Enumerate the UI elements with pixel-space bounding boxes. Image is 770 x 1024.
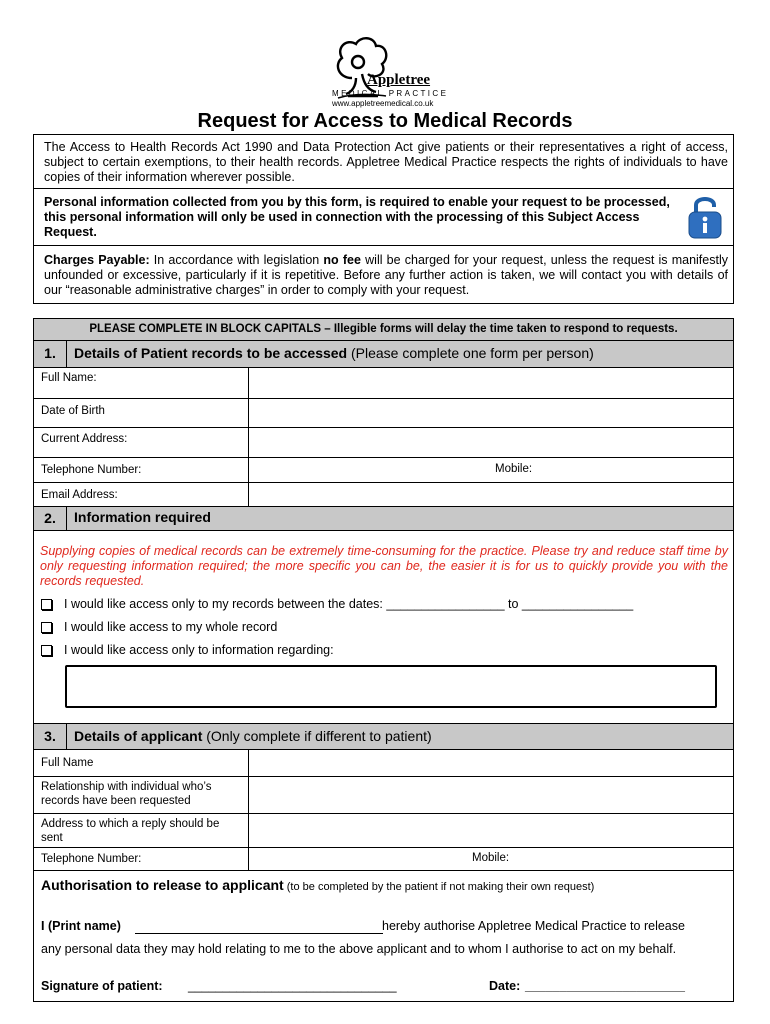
page-title: Request for Access to Medical Records (197, 110, 573, 132)
telephone-input[interactable] (249, 458, 733, 482)
charges-box (33, 246, 734, 304)
section2-header (33, 507, 734, 531)
applicant-name-label: Full Name (41, 757, 94, 769)
option-specific-info[interactable]: I would like access only to information regarding: (41, 643, 334, 657)
relationship-row (33, 777, 734, 814)
applicant-mobile-label: Mobile: (472, 852, 510, 864)
section2-warning: Supplying copies of medical records can be extremely time-consuming for the practice. Please try and reduce staff time by only requesting information required; the more specific you can be, the easier it is for us to quickly provide you with the records requested. (40, 544, 728, 588)
signature-label: Signature of patient: (41, 979, 163, 993)
charges-text: Charges Payable: In accordance with legislation no fee will be charged for your request, unless the request is manifestly unfounded or excessive, particularly if it is repetitive. Before any further action is taken, we will contact you with details of our “reasonable administrative charges” in order to comply with your request. (44, 253, 728, 297)
print-name-label: I (Print name) (41, 919, 121, 933)
no-fee: no fee (323, 253, 361, 267)
applicant-telephone-input[interactable] (249, 848, 733, 870)
section3-title: Details of applicant (Only complete if different to patient) (74, 728, 432, 744)
section1-number: 1. (34, 341, 67, 367)
reply-address-row (33, 814, 734, 848)
dob-row (33, 399, 734, 428)
charges-label: Charges Payable: (44, 253, 150, 267)
authorisation-title: Authorisation to release to applicant (to be completed by the patient if not making their own request) (41, 877, 595, 893)
dob-input[interactable] (249, 399, 733, 427)
reply-address-label: Address to which a reply should be sent (41, 818, 220, 844)
option-date-range[interactable]: I would like access only to my records between the dates: _________________ to ________________ (41, 597, 633, 611)
option-whole-record[interactable]: I would like access to my whole record (41, 620, 277, 634)
section3-header (33, 724, 734, 750)
checkbox[interactable] (41, 599, 52, 610)
email-input[interactable] (249, 483, 733, 506)
section1-header (33, 341, 734, 368)
email-label: Email Address: (41, 489, 118, 501)
full-name-row (33, 368, 734, 399)
section2-body (33, 531, 734, 724)
authorise-text: hereby authorise Appletree Medical Practice to release (382, 919, 685, 933)
email-row (33, 483, 734, 507)
section1-title: Details of Patient records to be accessed (Please complete one form per person) (74, 345, 594, 361)
telephone-label: Telephone Number: (41, 464, 142, 476)
applicant-name-row (33, 750, 734, 777)
privacy-notice: Personal information collected from you by this form, is required to enable your request to be processed, this personal information will only be used in connection with the processing of this Subject Access Request. (44, 195, 670, 239)
signature-input[interactable]: ______________________________ (188, 979, 397, 993)
full-name-label: Full Name: (41, 372, 97, 384)
applicant-telephone-row (33, 848, 734, 871)
logo-url: www.appletreemedical.co.uk (332, 99, 434, 108)
unlock-icon (686, 193, 724, 241)
consent-text: any personal data they may hold relating to me to the above applicant and to whom I authorise to act on my behalf. (41, 942, 677, 956)
relationship-label: Relationship with individual who’s records have been requested (41, 781, 212, 807)
date-input[interactable]: _______________________ (525, 979, 685, 993)
block-capitals-notice: PLEASE COMPLETE IN BLOCK CAPITALS – Illegible forms will delay the time taken to respond to requests. (89, 323, 678, 335)
logo-name: Appletree (367, 72, 431, 88)
telephone-row (33, 458, 734, 483)
relationship-input[interactable] (249, 777, 733, 813)
address-input[interactable] (249, 428, 733, 457)
mobile-label: Mobile: (495, 463, 533, 475)
applicant-name-input[interactable] (249, 750, 733, 776)
address-row (33, 428, 734, 458)
section2-title: Information required (74, 509, 211, 525)
applicant-telephone-label: Telephone Number: (41, 853, 142, 865)
block-capitals-banner (33, 318, 734, 341)
logo-subtitle: MEDICAL PRACTICE (332, 89, 449, 98)
checkbox[interactable] (41, 645, 52, 656)
section3-number: 3. (34, 724, 67, 749)
full-name-input[interactable] (249, 368, 733, 398)
information-regarding-input[interactable] (65, 665, 717, 708)
section2-number: 2. (34, 507, 67, 530)
checkbox[interactable] (41, 622, 52, 633)
print-name-input[interactable] (135, 933, 383, 934)
date-label: Date: (489, 979, 521, 993)
reply-address-input[interactable] (249, 814, 733, 847)
address-label: Current Address: (41, 433, 128, 445)
intro-text: The Access to Health Records Act 1990 and Data Protection Act give patients or their representatives a right of access, subject to certain exemptions, to their health records. Appletree Medical Practice respects the rights of individuals to have copies of their information wherever possible. (44, 140, 728, 184)
authorisation-section (33, 871, 734, 1002)
dob-label: Date of Birth (41, 405, 105, 417)
intro-box (33, 134, 734, 189)
privacy-box (33, 189, 734, 246)
